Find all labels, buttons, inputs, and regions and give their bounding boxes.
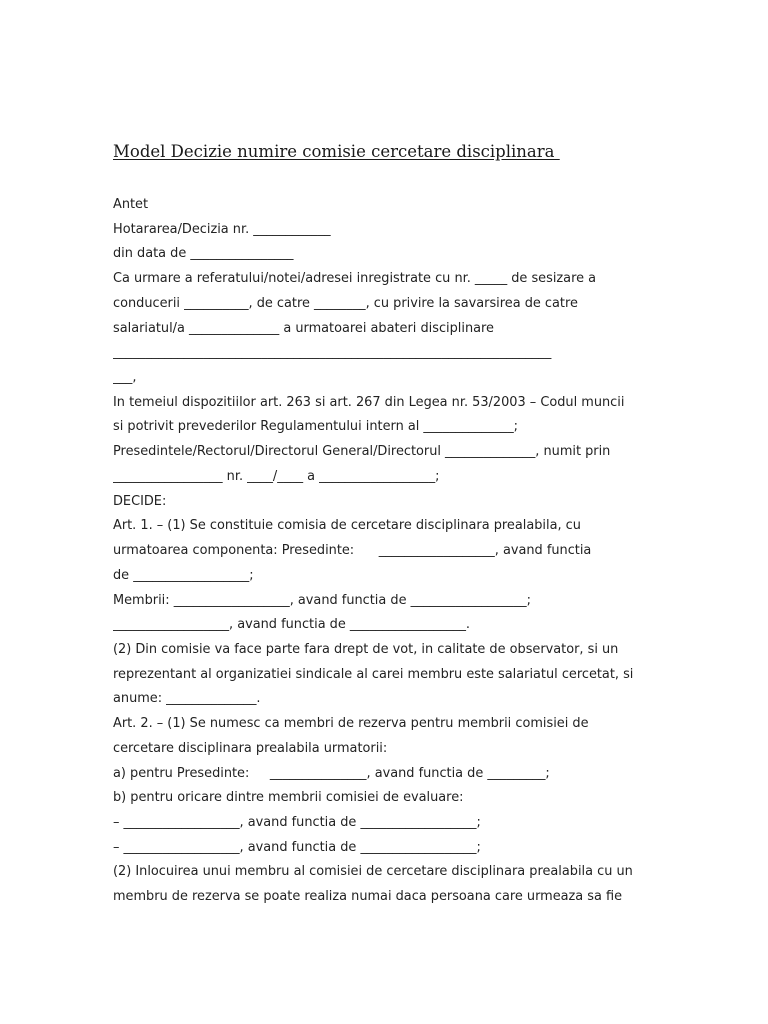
text-line: – __________________, avand functia de __________________; [113, 839, 481, 855]
text-line: – __________________, avand functia de __________________; [113, 814, 481, 830]
text-line: Presedintele/Rectorul/Directorul General/Directorul ______________, numit prin [113, 444, 611, 460]
text-line: ___, [113, 370, 137, 386]
text-line: membru de rezerva se poate realiza numai daca persoana care urmeaza sa fie [113, 889, 623, 905]
text-line: Art. 1. – (1) Se constituie comisia de cercetare disciplinara prealabila, cu [113, 518, 581, 534]
text-line: si potrivit prevederilor Regulamentului intern al ______________; [113, 419, 518, 435]
text-line: b) pentru oricare dintre membrii comisiei de evaluare: [113, 790, 464, 806]
text-line: _________________ nr. ____/____ a __________________; [113, 468, 440, 484]
text-line: reprezentant al organizatiei sindicale al carei membru este salariatul cercetat, si [113, 666, 634, 682]
text-line: conducerii __________, de catre ________, cu privire la savarsirea de catre [113, 295, 578, 311]
text-line: a) pentru Presedinte: _______________, avand functia de _________; [113, 765, 550, 781]
text-line: Art. 2. – (1) Se numesc ca membri de rezerva pentru membrii comisiei de [113, 716, 589, 732]
text-line: ____________________________________________________________________ [113, 345, 552, 361]
text-line: anume: ______________. [113, 691, 261, 707]
document-body [113, 193, 658, 910]
text-line: (2) Inlocuirea unui membru al comisiei de cercetare disciplinara prealabila cu un [113, 864, 633, 880]
text-line: In temeiul dispozitiilor art. 263 si art. 267 din Legea nr. 53/2003 – Codul muncii [113, 394, 625, 410]
text-line: Ca urmare a referatului/notei/adresei inregistrate cu nr. _____ de sesizare a [113, 271, 597, 287]
text-line: DECIDE: [113, 493, 167, 509]
text-line: Membrii: __________________, avand functia de __________________; [113, 592, 531, 608]
text-line: din data de ________________ [113, 246, 294, 262]
text-line: Antet [113, 197, 149, 212]
text-line: (2) Din comisie va face parte fara drept de vot, in calitate de observator, si un [113, 641, 619, 657]
text-line: urmatoarea componenta: Presedinte: __________________, avand functia [113, 543, 592, 559]
text-line: salariatul/a ______________ a urmatoarei abateri disciplinare [113, 320, 494, 336]
text-line: Hotararea/Decizia nr. ____________ [113, 221, 331, 237]
text-line: de __________________; [113, 567, 254, 583]
text-line: cercetare disciplinara prealabila urmatorii: [113, 740, 388, 756]
text-line: __________________, avand functia de __________________. [113, 617, 471, 633]
document-title: Model Decizie numire comisie cercetare disciplinara [113, 142, 560, 161]
